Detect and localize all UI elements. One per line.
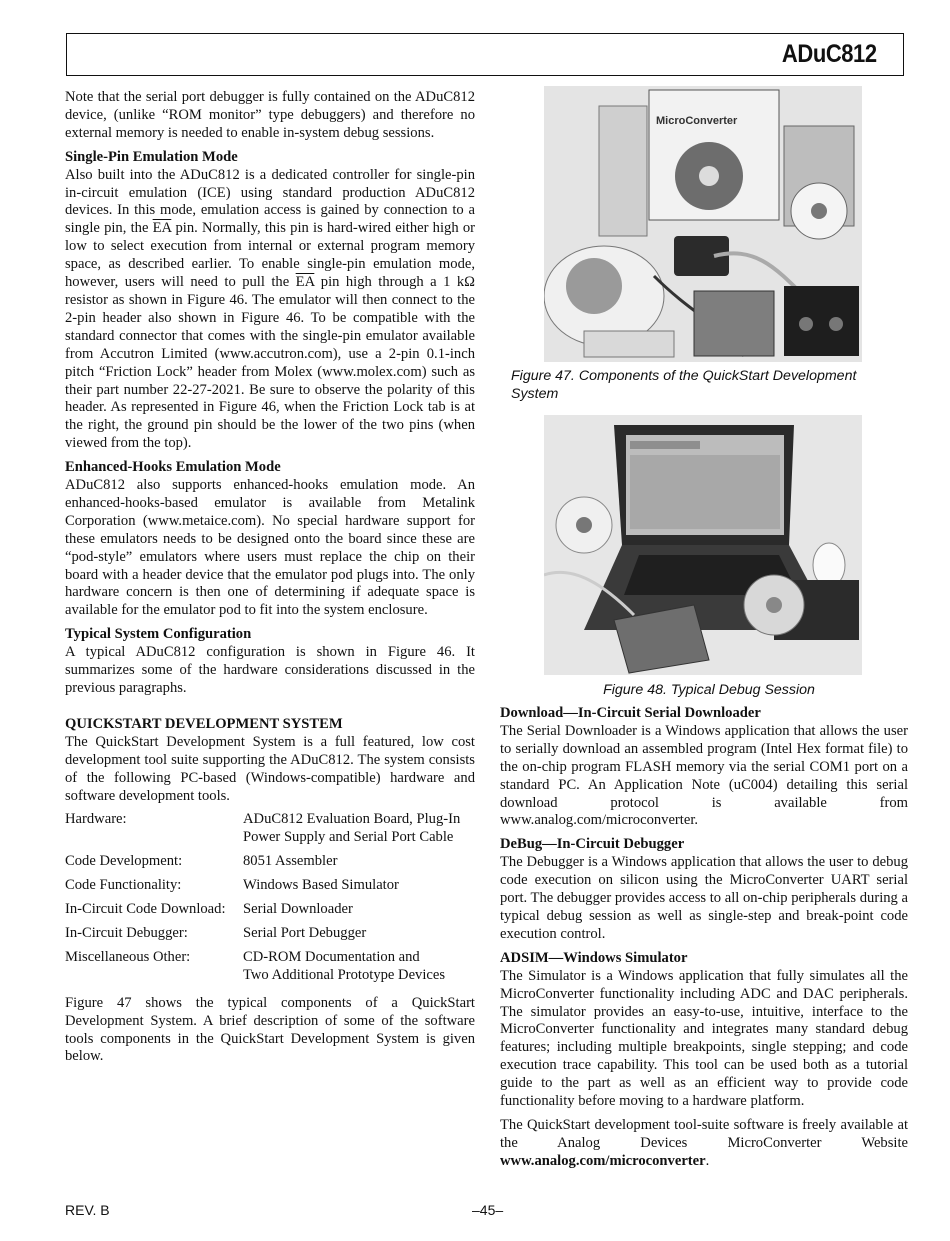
document-title: ADuC812 [782, 40, 877, 68]
download-paragraph: The Serial Downloader is a Windows application that allows the user to serially download an assembled program (Intel Hex format file) to the on-chip program FLASH memory via the serial COM1 port on a standard PC. An Application Note (uC004) detailing this serial download protocol is available from www.analog.com/microconverter. [500, 722, 908, 829]
website-link[interactable]: www.analog.com/microconverter [500, 1152, 706, 1169]
ea-pin-label: $\overline{EA}$ [152, 220, 172, 237]
table-row [65, 925, 460, 949]
table-label: Code Development: [65, 853, 183, 870]
single-pin-heading: Single-Pin Emulation Mode [65, 148, 238, 165]
table-row [65, 901, 460, 925]
quickstart-heading: QUICKSTART DEVELOPMENT SYSTEM [65, 715, 343, 732]
left-column [65, 89, 475, 1066]
figure-47-photo [544, 86, 862, 362]
download-heading: Download—In-Circuit Serial Downloader [500, 705, 761, 721]
tools-table [65, 811, 460, 990]
page-number: –45– [472, 1202, 504, 1218]
figure-48-caption: Figure 48. Typical Debug Session [603, 682, 815, 698]
revision-label: REV. B [65, 1202, 110, 1218]
table-label: In-Circuit Code Download: [65, 901, 226, 918]
table-value: CD-ROM Documentation and Two Additional Prototype Devices [243, 948, 446, 983]
enhanced-hooks-heading: Enhanced-Hooks Emulation Mode [65, 459, 281, 476]
intro-paragraph: Note that the serial port debugger is fully contained on the ADuC812 device, (unlike “ROM monitor” type debuggers) and therefore no external memory is needed to enable in-system debug sessions. [65, 89, 475, 141]
typical-config-heading: Typical System Configuration [65, 626, 252, 643]
table-label: Hardware: [65, 811, 127, 828]
table-value: 8051 Assembler [243, 853, 338, 870]
quickstart-paragraph: The QuickStart Development System is a full featured, low cost development tool suite supporting the ADuC812. The system consists of the following PC-based (Windows-compatible) hardware and software development tools. [65, 733, 475, 804]
ea-pin-label: $\overline{EA}$ [295, 274, 315, 291]
adsim-heading: ADSIM—Windows Simulator [500, 949, 688, 966]
table-label: Miscellaneous Other: [65, 948, 191, 965]
table-row [65, 949, 460, 991]
debug-paragraph: The Debugger is a Windows application that allows the user to debug code execution on silicon using the MicroConverter UART serial port. The debugger provides access to all on-chip peripherals during a typical debug session as well as single-step and break-point code execution control. [500, 854, 908, 942]
closing-paragraph: Figure 47 shows the typical components of a QuickStart Development System. A brief description of some of the software tools components in the QuickStart Development System is given below. [65, 994, 475, 1065]
debug-session-illustration [544, 415, 862, 675]
debug-heading: DeBug—In-Circuit Debugger [500, 836, 685, 853]
table-value: ADuC812 Evaluation Board, Plug-In Power Supply and Serial Port Cable [243, 811, 461, 846]
figure-48-photo [544, 415, 862, 675]
right-column [500, 705, 908, 1171]
single-pin-paragraph: Also built into the ADuC812 is a dedicated controller for single-pin in-circuit emulation (ICE) using standard production ADuC812 devices. In this mode, emulation access is gained by connection to a single pin, the $\overline{EA}$ pin. Normally, this pin is hard-wired either high or low to select execution from internal or external program memory space, as described earlier. To enable single-pin emulation mode, however, users will need to pull the $\overline{EA}$ pin high through a 1 kΩ resistor as shown in Figure 46. The emulator will then connect to the 2-pin header also shown in Figure 46. To be compatible with the standard connector that comes with the single-pin emulator available from Accutron Limited (www.accutron.com), use a 2-pin 0.1-inch pitch “Friction Lock” header from Molex (www.molex.com) such as their part number 22-27-2021. Be sure to observe the polarity of this header. As represented in Figure 46, when the Friction Lock tab is at the right, the ground pin should be the lower of the two pins (when viewed from the top). [65, 166, 475, 452]
table-label: In-Circuit Debugger: [65, 924, 188, 941]
table-value: Serial Downloader [243, 901, 353, 918]
adsim-paragraph: The Simulator is a Windows application that fully simulates all the MicroConverter functionality including ADC and DAC peripherals. The simulator provides an easy-to-use, intuitive, interface to the MicroConverter functionality and integrates many standard debug features; including multiple breakpoints, single stepping; and code execution trace capability. This tool can be used both as a tutorial guide to the part as well as an efficient way to provide code functionality before moving to a hardware platform. [500, 967, 908, 1110]
table-row [65, 877, 460, 901]
typical-config-paragraph: A typical ADuC812 configuration is shown in Figure 46. It summarizes some of the hardware considerations discussed in the previous paragraphs. [65, 644, 475, 696]
final-paragraph: The QuickStart development tool-suite software is freely available at the Analog Devices MicroConverter Website www.analog.com/microconverter. [500, 1116, 908, 1169]
quickstart-kit-illustration [544, 86, 862, 362]
table-value: Serial Port Debugger [243, 924, 367, 941]
svg-text:MicroConverter: MicroConverter [656, 115, 738, 127]
table-label: Code Functionality: [65, 877, 182, 894]
figure-47-caption: Figure 47. Components of the QuickStart Development System [511, 368, 857, 402]
header-box [66, 33, 904, 76]
table-row [65, 811, 460, 853]
table-row [65, 853, 460, 877]
enhanced-hooks-paragraph: ADuC812 also supports enhanced-hooks emulation mode. An enhanced-hooks-based emulator is available from Metalink Corporation (www.metaice.com). No special hardware support for these emulators needs to be designed onto the board since these are “pod-style” emulators where users must replace the chip on their board with a header device that the emulator pod plugs into. The only hardware concern is then one of determining if adequate space is available for the emulator pod to fit into the system enclosure. [65, 477, 475, 619]
table-value: Windows Based Simulator [243, 877, 399, 894]
